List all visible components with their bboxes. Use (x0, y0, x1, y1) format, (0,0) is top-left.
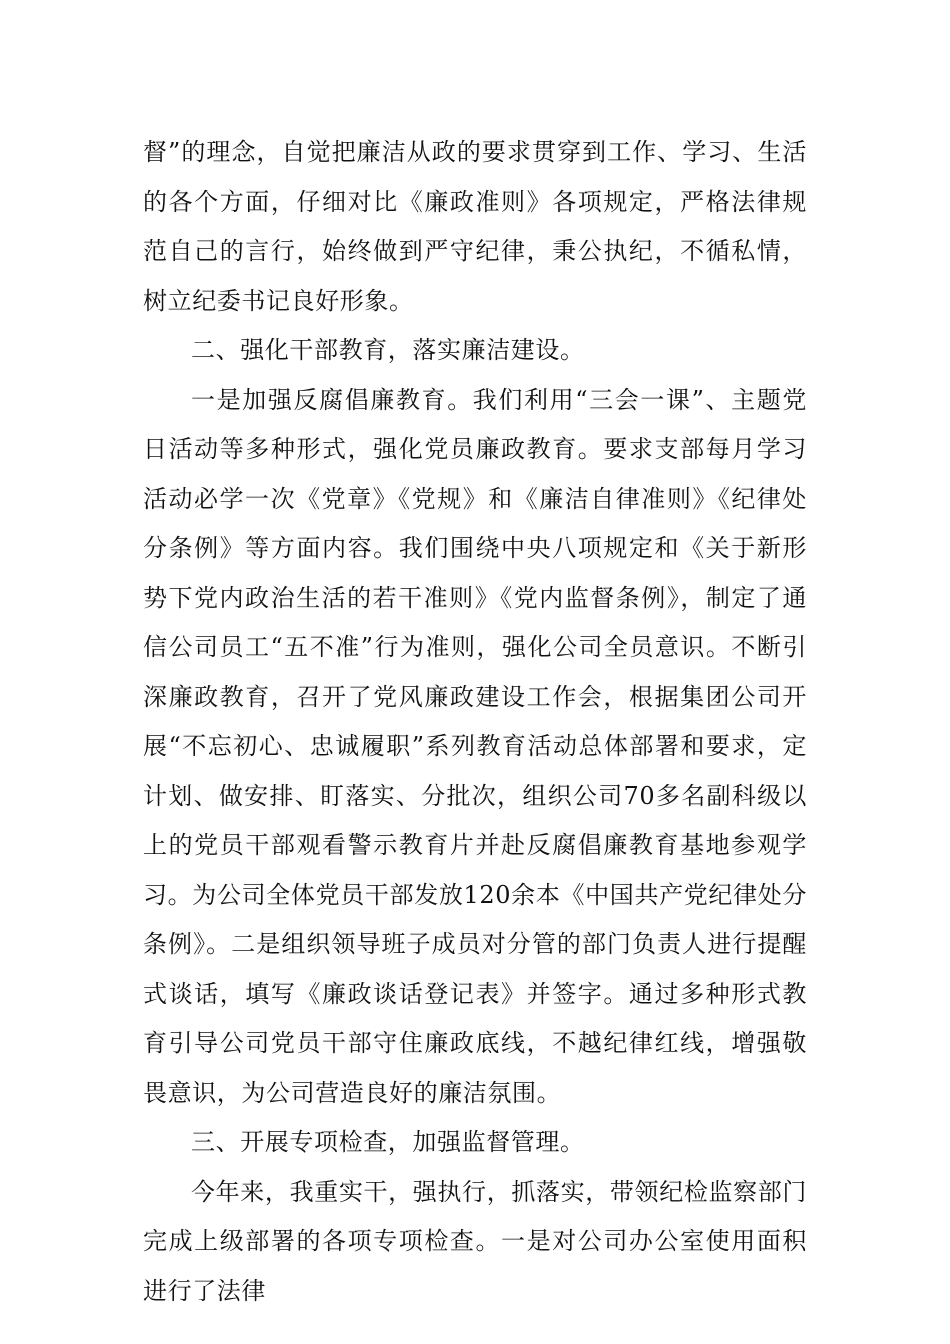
paragraph-education: 一是加强反腐倡廉教育。我们利用“三会一课”、主题党日活动等多种形式，强化党员廉政教育。要求支部每月学习活动必学一次《党章》《党规》和《廉洁自律准则》《纪律处分条例》等方面内容。我们围绕中央八项规定和《关于新形势下党内政治生活的若干准则》《党内监督条例》，制定了通信公司员工“五不准”行为准则，强化公司全员意识。不断引深廉政教育，召开了党风廉政建设工作会，根据集团公司开展“不忘初心、忠诚履职”系列教育活动总体部署和要求，定计划、做安排、盯落实、分批次，组织公司70多名副科级以上的党员干部观看警示教育片并赴反腐倡廉教育基地参观学习。为公司全体党员干部发放120余本《中国共产党纪律处分条例》。二是组织领导班子成员对分管的部门负责人进行提醒式谈话，填写《廉政谈话登记表》并签字。通过多种形式教育引导公司党员干部守住廉政底线，不越纪律红线，增强敬畏意识，为公司营造良好的廉洁氛围。 (143, 385, 807, 1107)
section-heading-3: 三、开展专项检查，加强监督管理。 (191, 1128, 585, 1156)
paragraph-inspection: 今年来，我重实干，强执行，抓落实，带领纪检监察部门完成上级部署的各项专项检查。一是对公司办公室使用面积进行了法律 (143, 1177, 807, 1305)
paragraph-continuation: 督”的理念，自觉把廉洁从政的要求贯穿到工作、学习、生活的各个方面，仔细对比《廉政准则》各项规定，严格法律规范自己的言行，始终做到严守纪律，秉公执纪，不循私情，树立纪委书记良好形象。 (143, 138, 807, 315)
section-heading-2: 二、强化干部教育，落实廉洁建设。 (191, 336, 585, 364)
document-body (143, 128, 807, 1316)
